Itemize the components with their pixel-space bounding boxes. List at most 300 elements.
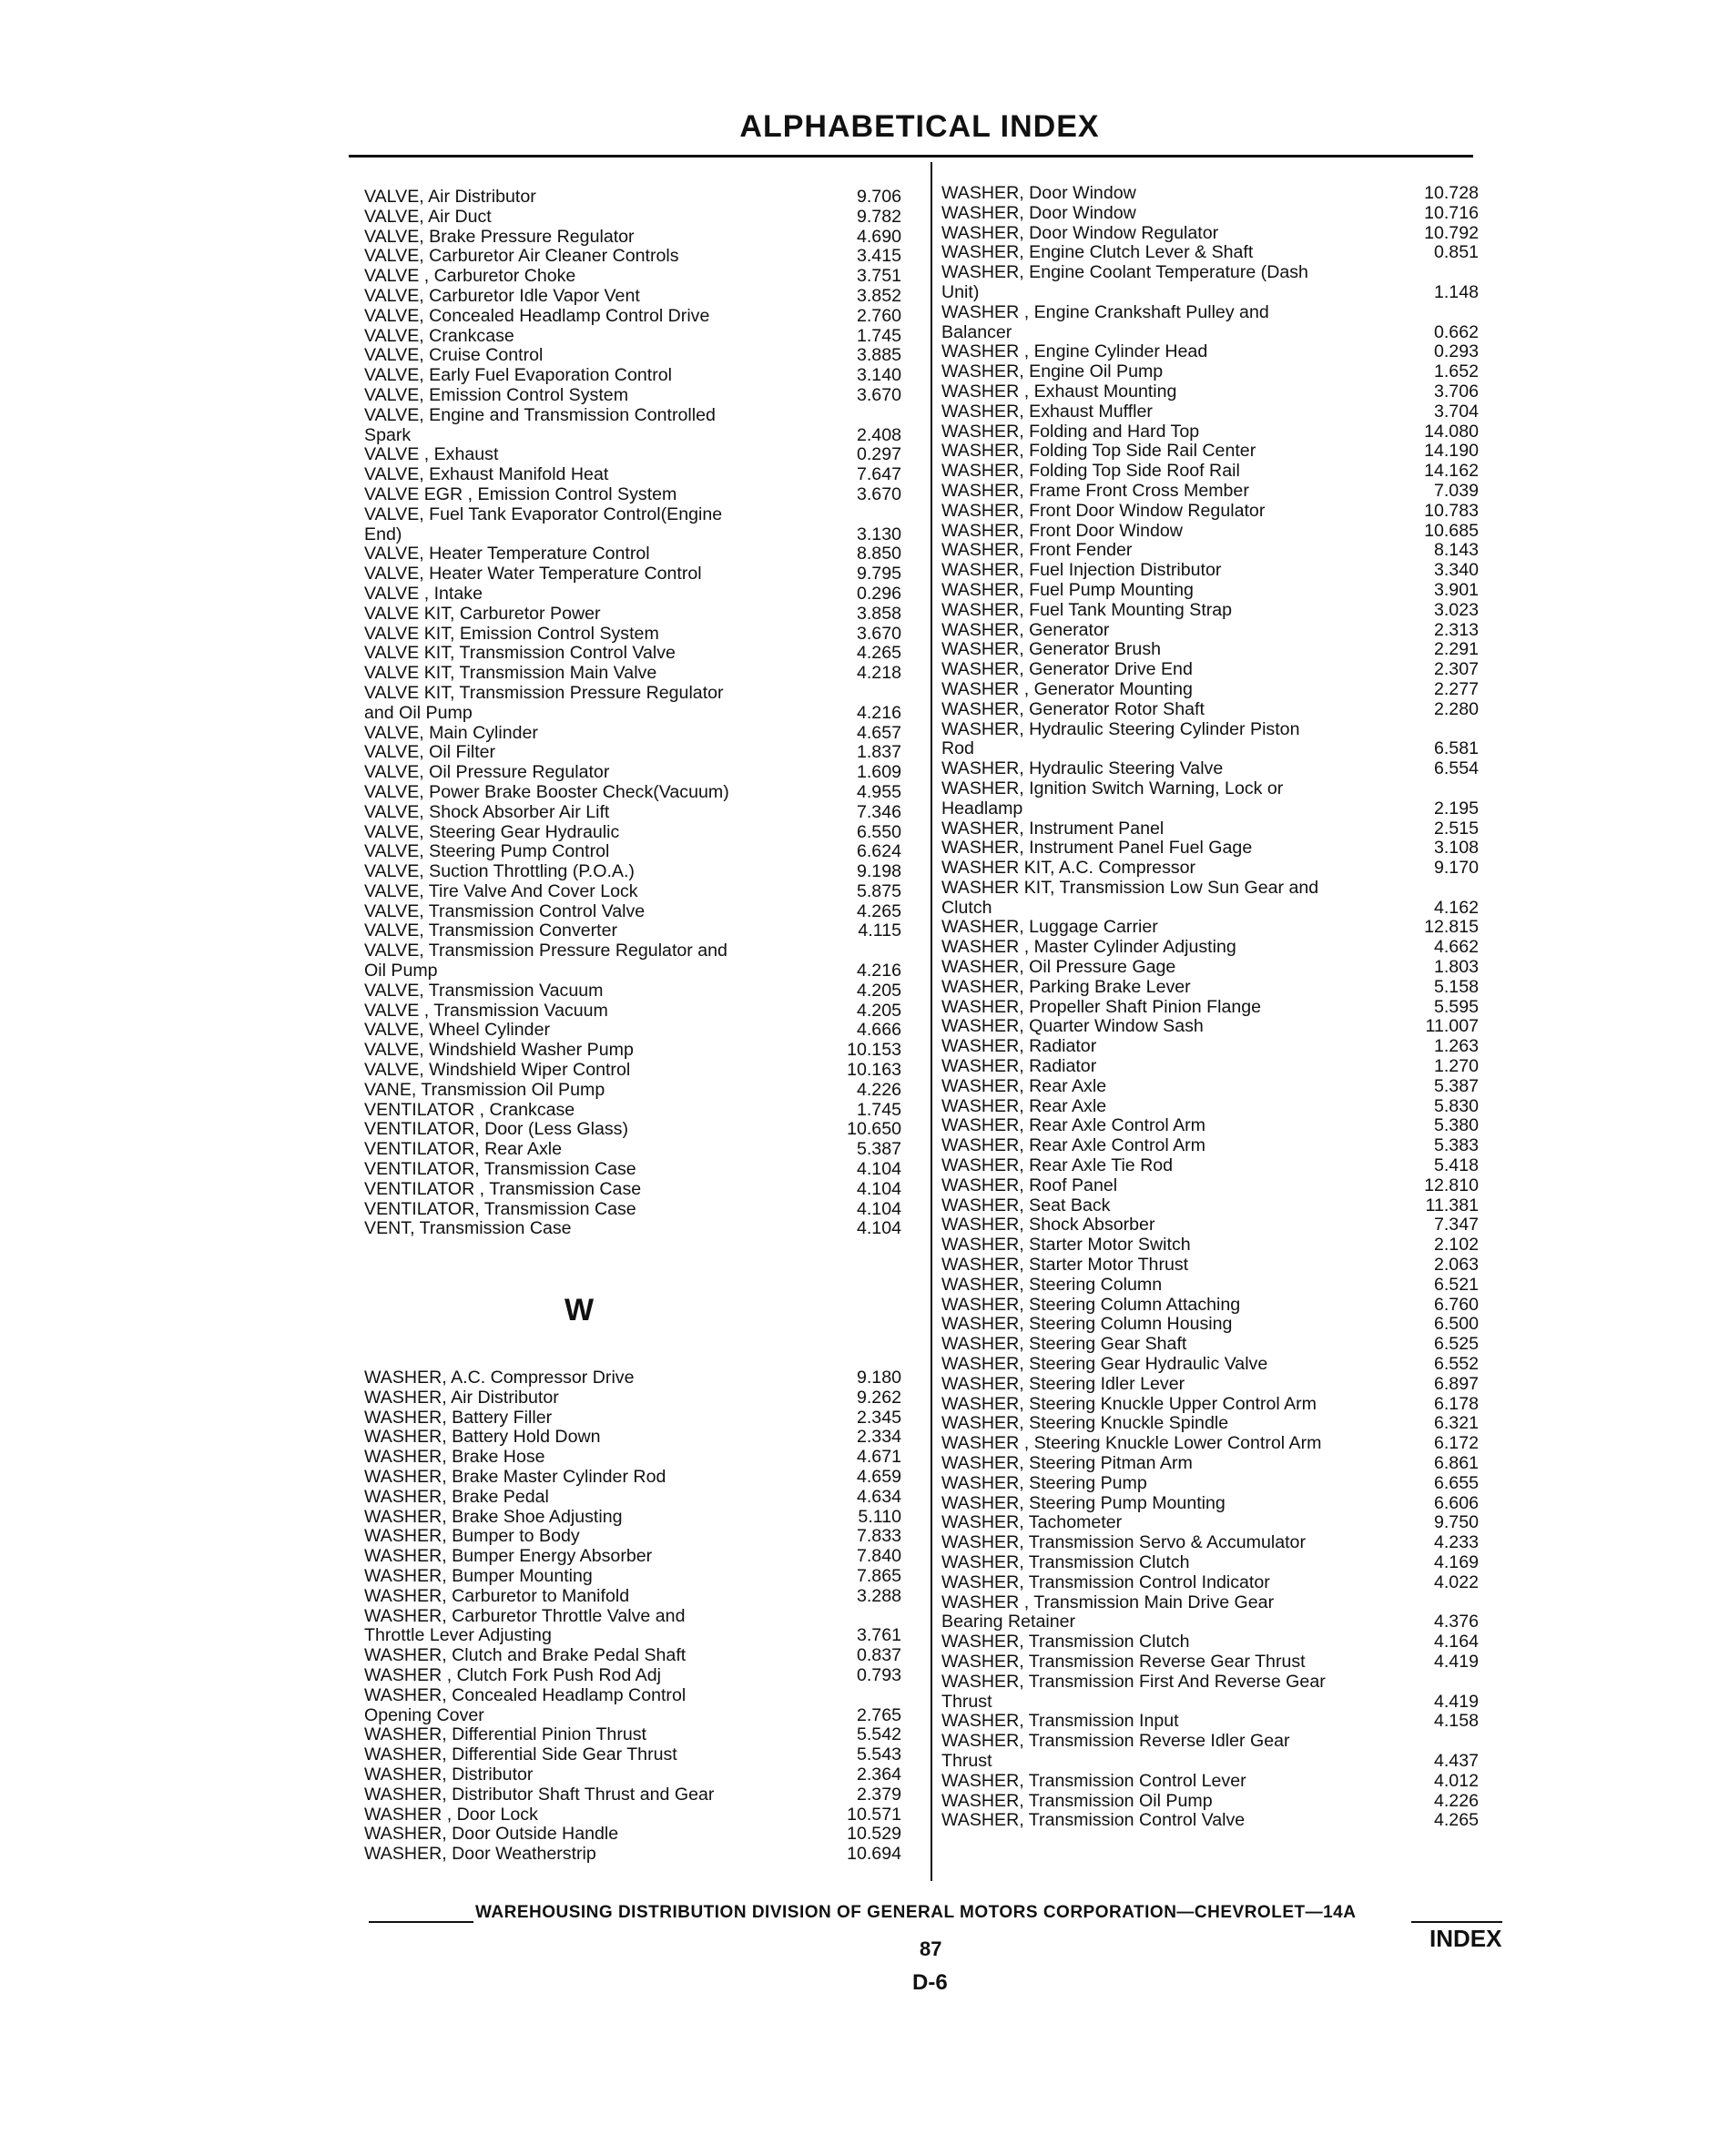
index-entry xyxy=(941,839,1497,859)
index-entry xyxy=(941,1236,1497,1256)
entry-page: 4.659 xyxy=(856,1466,901,1487)
entry-label: WASHER, Differential Side Gear Thrust xyxy=(364,1744,677,1765)
entry-page: 6.321 xyxy=(1433,1413,1479,1434)
entry-label: WASHER , Master Cylinder Adjusting xyxy=(941,937,1236,958)
entry-page: 10.716 xyxy=(1424,202,1479,223)
entry-page: 4.662 xyxy=(1433,937,1479,958)
entry-label: VALVE, Carburetor Idle Vapor Vent xyxy=(364,285,640,306)
entry-page: 5.543 xyxy=(856,1744,901,1765)
index-entry xyxy=(364,1745,920,1765)
entry-page: 6.897 xyxy=(1433,1373,1479,1394)
entry-label: VALVE, Main Cylinder xyxy=(364,722,538,743)
entry-page: 10.783 xyxy=(1424,500,1479,521)
entry-label: WASHER, Steering Column Attaching xyxy=(941,1294,1241,1315)
index-entry xyxy=(364,307,920,327)
entry-page: 5.542 xyxy=(856,1724,901,1745)
entry-label: WASHER, Transmission Control Valve xyxy=(941,1810,1246,1831)
index-entry xyxy=(941,1632,1497,1653)
footer-text: WAREHOUSING DISTRIBUTION DIVISION OF GENERAL MOTORS CORPORATION—CHEVROLET—14A xyxy=(475,1903,1357,1922)
entry-page: 9.198 xyxy=(856,861,901,882)
entry-label: WASHER, Carburetor to Manifold xyxy=(364,1585,630,1606)
entry-label: VALVE, Emission Control System xyxy=(364,384,629,405)
entry-page: 9.262 xyxy=(856,1387,901,1408)
entry-label: WASHER, Door Window Regulator xyxy=(941,222,1219,243)
entry-page: 4.955 xyxy=(856,781,901,802)
entry-page: 4.226 xyxy=(856,1079,901,1100)
entry-label: VALVE, Windshield Washer Pump xyxy=(364,1040,634,1061)
entry-page: 4.104 xyxy=(856,1178,901,1199)
footer-rule-left xyxy=(369,1921,473,1923)
entry-page: 4.265 xyxy=(1433,1810,1479,1831)
entry-label: WASHER, Hydraulic Steering Cylinder Piston Rod xyxy=(941,718,1300,759)
entry-label: WASHER, Brake Master Cylinder Rod xyxy=(364,1466,666,1487)
entry-page: 6.500 xyxy=(1433,1314,1479,1335)
entry-page: 4.657 xyxy=(856,722,901,743)
entry-label: WASHER, Frame Front Cross Member xyxy=(941,480,1249,501)
index-entry xyxy=(364,208,920,228)
index-entry xyxy=(941,1533,1497,1553)
entry-page: 2.760 xyxy=(856,305,901,326)
entry-label: WASHER, Folding Top Side Rail Center xyxy=(941,441,1256,462)
entry-page: 1.745 xyxy=(856,325,901,346)
entry-page: 10.694 xyxy=(847,1844,901,1865)
entry-label: WASHER, Folding and Hard Top xyxy=(941,421,1200,442)
entry-page: 1.609 xyxy=(856,762,901,783)
index-entry xyxy=(941,1712,1497,1732)
column-divider xyxy=(931,162,932,1881)
index-entry xyxy=(941,1513,1497,1533)
entry-label: WASHER, Bumper Mounting xyxy=(364,1565,593,1586)
entry-page: 3.340 xyxy=(1433,560,1479,581)
index-entry xyxy=(364,1101,920,1121)
index-entry xyxy=(364,842,920,862)
entry-label: WASHER, Battery Hold Down xyxy=(364,1427,601,1448)
entry-label: VALVE, Exhaust Manifold Heat xyxy=(364,464,609,485)
entry-page: 5.387 xyxy=(1433,1075,1479,1096)
entry-label: VENTILATOR, Door (Less Glass) xyxy=(364,1119,628,1140)
entry-label: WASHER, Door Weatherstrip xyxy=(364,1844,596,1865)
index-entry xyxy=(364,1368,920,1388)
entry-label: VALVE, Transmission Control Valve xyxy=(364,900,646,921)
entry-label: WASHER, Instrument Panel xyxy=(941,818,1165,839)
entry-page: 4.205 xyxy=(856,980,901,1001)
entry-page: 3.023 xyxy=(1433,599,1479,620)
entry-page: 4.218 xyxy=(856,663,901,684)
entry-label: WASHER, Oil Pressure Gage xyxy=(941,957,1176,978)
entry-label: VENT, Transmission Case xyxy=(364,1218,572,1239)
entry-page: 0.297 xyxy=(856,444,901,465)
entry-page: 6.581 xyxy=(1433,738,1479,759)
entry-label: WASHER, Steering Gear Hydraulic Valve xyxy=(941,1354,1268,1375)
entry-label: VALVE, Shock Absorber Air Lift xyxy=(364,801,610,822)
entry-page: 5.830 xyxy=(1433,1095,1479,1116)
entry-label: WASHER, Tachometer xyxy=(941,1512,1123,1533)
entry-label: WASHER, Rear Axle Tie Rod xyxy=(941,1155,1174,1176)
entry-label: VALVE, Steering Pump Control xyxy=(364,841,610,862)
index-entry xyxy=(364,386,920,406)
entry-page: 4.419 xyxy=(1433,1651,1479,1672)
entry-label: WASHER, Transmission Input xyxy=(941,1711,1179,1732)
entry-page: 2.408 xyxy=(856,424,901,445)
entry-page: 3.761 xyxy=(856,1625,901,1646)
entry-label: VALVE, Suction Throttling (P.O.A.) xyxy=(364,861,635,882)
index-entry xyxy=(941,502,1497,522)
index-entry xyxy=(364,1041,920,1061)
entry-label: WASHER, Steering Column xyxy=(941,1274,1163,1295)
title-rule xyxy=(349,155,1473,158)
entry-label: WASHER , Engine Cylinder Head xyxy=(941,341,1208,362)
index-entry xyxy=(364,366,920,386)
entry-page: 4.164 xyxy=(1433,1632,1479,1653)
index-entry xyxy=(941,958,1497,978)
index-entry xyxy=(364,803,920,823)
entry-page: 2.102 xyxy=(1433,1235,1479,1256)
entry-label: VALVE, Transmission Converter xyxy=(364,920,618,941)
entry-page: 3.288 xyxy=(856,1585,901,1606)
entry-page: 4.012 xyxy=(1433,1770,1479,1791)
entry-label: WASHER, Fuel Tank Mounting Strap xyxy=(941,599,1233,620)
index-entry xyxy=(364,1488,920,1508)
entry-page: 8.143 xyxy=(1433,540,1479,561)
index-entry xyxy=(941,482,1497,502)
entry-page: 4.169 xyxy=(1433,1551,1479,1572)
entry-page: 3.858 xyxy=(856,603,901,624)
index-entry xyxy=(364,783,920,803)
entry-label: WASHER, Rear Axle Control Arm xyxy=(941,1115,1205,1136)
index-entry xyxy=(364,1409,920,1429)
index-entry xyxy=(364,1200,920,1220)
entry-label: WASHER, Shock Absorber xyxy=(941,1215,1155,1236)
entry-page: 4.690 xyxy=(856,226,901,247)
index-entry xyxy=(364,228,920,248)
index-entry xyxy=(364,544,920,564)
entry-label: WASHER, Rear Axle Control Arm xyxy=(941,1135,1205,1156)
index-entry xyxy=(941,402,1497,422)
entry-page: 3.670 xyxy=(856,483,901,504)
entry-label: WASHER , Clutch Fork Push Rod Adj xyxy=(364,1664,661,1685)
entry-label: WASHER, Radiator xyxy=(941,1036,1097,1057)
entry-label: WASHER, Transmission Oil Pump xyxy=(941,1790,1213,1811)
entry-page: 4.265 xyxy=(856,643,901,664)
entry-label: VALVE , Exhaust xyxy=(364,444,499,465)
index-entry xyxy=(941,1375,1497,1395)
index-entry xyxy=(941,442,1497,462)
index-entry xyxy=(941,1077,1497,1097)
entry-label: WASHER , Engine Crankshaft Pulley and Balancer xyxy=(941,301,1269,342)
entry-page: 6.606 xyxy=(1433,1492,1479,1513)
entry-page: 11.381 xyxy=(1425,1195,1479,1215)
entry-page: 1.270 xyxy=(1433,1056,1479,1077)
index-entry xyxy=(941,1116,1497,1136)
entry-label: WASHER, Starter Motor Switch xyxy=(941,1235,1191,1256)
entry-page: 3.852 xyxy=(856,285,901,306)
index-entry xyxy=(364,1825,920,1845)
entry-label: WASHER, Propeller Shaft Pinion Flange xyxy=(941,996,1262,1017)
entry-label: WASHER, Rear Axle xyxy=(941,1095,1107,1116)
index-entry xyxy=(364,1785,920,1805)
entry-page: 5.110 xyxy=(858,1506,901,1527)
entry-page: 7.840 xyxy=(856,1546,901,1567)
index-entry xyxy=(364,564,920,585)
entry-page: 7.833 xyxy=(856,1526,901,1547)
index-entry xyxy=(941,243,1497,263)
entry-page: 1.803 xyxy=(1433,957,1479,978)
index-entry xyxy=(941,1653,1497,1673)
index-entry xyxy=(364,1508,920,1528)
index-entry xyxy=(364,921,920,941)
entry-label: WASHER, Transmission Reverse Gear Thrust xyxy=(941,1651,1306,1672)
entry-page: 4.419 xyxy=(1433,1691,1479,1712)
entry-page: 5.383 xyxy=(1433,1135,1479,1156)
entry-page: 6.550 xyxy=(856,821,901,842)
index-entry xyxy=(364,862,920,882)
entry-page: 3.706 xyxy=(1433,381,1479,402)
entry-page: 9.750 xyxy=(1433,1512,1479,1533)
index-entry xyxy=(364,1120,920,1140)
index-entry xyxy=(941,1355,1497,1375)
entry-label: VALVE, Carburetor Air Cleaner Controls xyxy=(364,246,679,267)
left-column-valve-entries xyxy=(364,188,920,1239)
entry-label: WASHER, Starter Motor Thrust xyxy=(941,1255,1189,1276)
index-entry xyxy=(941,660,1497,680)
index-entry xyxy=(364,644,920,664)
index-entry xyxy=(941,342,1497,362)
entry-page: 2.345 xyxy=(856,1407,901,1428)
entry-page: 2.334 xyxy=(856,1427,901,1448)
entry-page: 4.265 xyxy=(856,900,901,921)
index-entry xyxy=(941,621,1497,641)
entry-label: WASHER , Exhaust Mounting xyxy=(941,381,1177,402)
index-entry xyxy=(941,184,1497,204)
index-entry xyxy=(364,247,920,267)
entry-page: 0.851 xyxy=(1433,242,1479,263)
index-entry xyxy=(364,505,920,545)
index-entry xyxy=(364,1219,920,1239)
entry-page: 3.108 xyxy=(1433,838,1479,859)
index-entry xyxy=(941,1395,1497,1415)
entry-page: 6.552 xyxy=(1433,1354,1479,1375)
entry-page: 7.039 xyxy=(1433,480,1479,501)
index-entry xyxy=(941,422,1497,442)
entry-label: WASHER, Seat Back xyxy=(941,1195,1111,1215)
entry-label: WASHER , Transmission Main Drive Gear Bearing Retainer xyxy=(941,1592,1275,1632)
index-entry xyxy=(364,1468,920,1488)
index-entry xyxy=(941,1792,1497,1812)
entry-label: VALVE, Heater Temperature Control xyxy=(364,544,650,564)
entry-page: 9.782 xyxy=(856,206,901,227)
right-column-washer-entries xyxy=(941,184,1497,1831)
entry-label: VALVE, Engine and Transmission Controlled Spark xyxy=(364,404,716,445)
index-entry xyxy=(364,684,920,724)
entry-label: WASHER, Battery Filler xyxy=(364,1407,553,1428)
entry-label: VALVE, Cruise Control xyxy=(364,345,544,366)
entry-page: 4.104 xyxy=(856,1218,901,1239)
entry-label: VALVE KIT, Carburetor Power xyxy=(364,603,601,624)
index-entry xyxy=(941,362,1497,382)
page-number: 87 xyxy=(920,1937,942,1960)
entry-page: 4.666 xyxy=(856,1020,901,1041)
index-entry xyxy=(941,263,1497,303)
index-entry xyxy=(364,1448,920,1468)
index-entry xyxy=(364,763,920,783)
entry-label: VALVE, Tire Valve And Cover Lock xyxy=(364,880,638,901)
index-entry xyxy=(364,1607,920,1647)
index-entry xyxy=(941,759,1497,779)
entry-label: VANE, Transmission Oil Pump xyxy=(364,1079,605,1100)
index-entry xyxy=(364,1725,920,1745)
index-entry xyxy=(941,779,1497,819)
index-entry xyxy=(364,1845,920,1865)
entry-label: WASHER, Engine Oil Pump xyxy=(941,361,1164,382)
entry-label: VALVE EGR , Emission Control System xyxy=(364,483,677,504)
entry-page: 7.347 xyxy=(1433,1215,1479,1236)
entry-page: 10.685 xyxy=(1424,520,1479,541)
entry-page: 12.815 xyxy=(1424,917,1479,938)
entry-page: 2.307 xyxy=(1433,659,1479,680)
entry-page: 9.170 xyxy=(1433,858,1479,879)
entry-page: 4.162 xyxy=(1433,897,1479,918)
index-entry xyxy=(364,1002,920,1022)
index-entry xyxy=(364,267,920,287)
index-entry xyxy=(364,1021,920,1041)
entry-label: VALVE , Carburetor Choke xyxy=(364,266,576,287)
index-entry xyxy=(941,1811,1497,1831)
entry-label: WASHER, Luggage Carrier xyxy=(941,917,1158,938)
entry-label: WASHER, A.C. Compressor Drive xyxy=(364,1368,635,1388)
index-entry xyxy=(364,287,920,307)
entry-page: 3.130 xyxy=(856,524,901,544)
entry-label: VALVE , Intake xyxy=(364,583,483,604)
index-entry xyxy=(941,204,1497,224)
entry-label: VALVE, Fuel Tank Evaporator Control(Engine End) xyxy=(364,503,723,544)
entry-page: 0.296 xyxy=(856,583,901,604)
entry-page: 2.515 xyxy=(1433,818,1479,839)
entry-page: 14.080 xyxy=(1424,421,1479,442)
index-entry xyxy=(364,465,920,485)
index-entry xyxy=(364,1061,920,1081)
entry-label: WASHER, Door Outside Handle xyxy=(364,1824,619,1845)
entry-page: 2.063 xyxy=(1433,1255,1479,1276)
entry-label: WASHER, Steering Knuckle Spindle xyxy=(941,1413,1229,1434)
entry-page: 4.205 xyxy=(856,1000,901,1021)
entry-page: 2.313 xyxy=(1433,619,1479,640)
index-entry xyxy=(941,1673,1497,1713)
entry-label: WASHER, Engine Clutch Lever & Shaft xyxy=(941,242,1254,263)
index-entry xyxy=(364,327,920,347)
entry-page: 4.376 xyxy=(1433,1612,1479,1632)
entry-label: WASHER, Brake Hose xyxy=(364,1447,545,1468)
entry-label: VALVE, Air Duct xyxy=(364,206,492,227)
entry-label: WASHER KIT, A.C. Compressor xyxy=(941,858,1196,879)
entry-page: 1.148 xyxy=(1433,281,1479,302)
entry-page: 9.180 xyxy=(856,1368,901,1388)
entry-page: 6.178 xyxy=(1433,1393,1479,1414)
index-entry xyxy=(941,541,1497,561)
index-entry xyxy=(364,1081,920,1101)
index-entry xyxy=(364,724,920,744)
index-entry xyxy=(941,1414,1497,1434)
entry-label: WASHER, Parking Brake Lever xyxy=(941,976,1191,997)
entry-page: 1.263 xyxy=(1433,1036,1479,1057)
entry-label: VALVE, Wheel Cylinder xyxy=(364,1020,551,1041)
entry-label: WASHER, Exhaust Muffler xyxy=(941,401,1153,422)
entry-page: 4.216 xyxy=(856,961,901,981)
entry-label: WASHER, Bumper to Body xyxy=(364,1526,580,1547)
entry-page: 1.837 xyxy=(856,742,901,763)
index-entry xyxy=(941,581,1497,601)
entry-label: WASHER, Steering Pump xyxy=(941,1472,1147,1493)
entry-label: VALVE, Oil Pressure Regulator xyxy=(364,762,610,783)
entry-label: VENTILATOR , Transmission Case xyxy=(364,1178,642,1199)
index-entry xyxy=(941,1454,1497,1474)
page-code: D-6 xyxy=(912,1970,948,1995)
index-entry xyxy=(364,882,920,902)
entry-label: WASHER, Front Door Window xyxy=(941,520,1183,541)
entry-label: WASHER, Transmission Control Lever xyxy=(941,1770,1246,1791)
entry-label: WASHER, Quarter Window Sash xyxy=(941,1016,1204,1037)
index-entry xyxy=(941,1296,1497,1316)
entry-page: 7.865 xyxy=(856,1565,901,1586)
index-entry xyxy=(364,1140,920,1160)
entry-page: 4.634 xyxy=(856,1486,901,1507)
entry-label: WASHER, Engine Coolant Temperature (Dash Unit) xyxy=(941,262,1308,302)
entry-page: 9.795 xyxy=(856,564,901,585)
entry-page: 7.647 xyxy=(856,464,901,485)
index-entry xyxy=(941,879,1497,919)
entry-page: 10.650 xyxy=(847,1119,901,1140)
index-entry xyxy=(941,1494,1497,1514)
index-entry xyxy=(941,918,1497,938)
entry-label: WASHER, Fuel Injection Distributor xyxy=(941,560,1222,581)
entry-page: 3.670 xyxy=(856,623,901,644)
entry-page: 0.793 xyxy=(856,1664,901,1685)
entry-page: 10.163 xyxy=(847,1060,901,1081)
entry-page: 5.418 xyxy=(1433,1155,1479,1176)
index-entry xyxy=(941,680,1497,700)
entry-label: WASHER, Radiator xyxy=(941,1056,1097,1077)
entry-label: WASHER KIT, Transmission Low Sun Gear and Clutch xyxy=(941,877,1319,918)
entry-label: WASHER, Transmission Clutch xyxy=(941,1632,1190,1653)
index-entry xyxy=(364,585,920,605)
entry-label: VALVE, Brake Pressure Regulator xyxy=(364,226,635,247)
entry-label: VENTILATOR, Rear Axle xyxy=(364,1139,563,1160)
entry-page: 5.158 xyxy=(1433,976,1479,997)
index-entry xyxy=(364,346,920,366)
index-entry xyxy=(364,188,920,208)
entry-page: 3.670 xyxy=(856,384,901,405)
entry-label: WASHER, Carburetor Throttle Valve and Throttle Lever Adjusting xyxy=(364,1605,686,1646)
entry-page: 5.380 xyxy=(1433,1115,1479,1136)
index-entry xyxy=(941,720,1497,760)
entry-page: 2.280 xyxy=(1433,698,1479,719)
entry-label: WASHER, Air Distributor xyxy=(364,1387,559,1408)
entry-page: 10.792 xyxy=(1424,222,1479,243)
entry-page: 3.140 xyxy=(856,365,901,386)
index-entry xyxy=(941,1276,1497,1296)
index-entry xyxy=(364,1180,920,1200)
entry-label: VALVE, Oil Filter xyxy=(364,742,496,763)
entry-label: VENTILATOR , Crankcase xyxy=(364,1099,575,1120)
entry-page: 4.115 xyxy=(858,920,901,941)
entry-page: 4.022 xyxy=(1433,1571,1479,1592)
entry-label: WASHER, Clutch and Brake Pedal Shaft xyxy=(364,1645,687,1666)
entry-page: 4.104 xyxy=(856,1159,901,1180)
entry-page: 2.195 xyxy=(1433,798,1479,819)
entry-page: 2.765 xyxy=(856,1704,901,1725)
index-entry xyxy=(941,1315,1497,1335)
index-entry xyxy=(941,1772,1497,1792)
entry-label: WASHER, Front Door Window Regulator xyxy=(941,500,1266,521)
